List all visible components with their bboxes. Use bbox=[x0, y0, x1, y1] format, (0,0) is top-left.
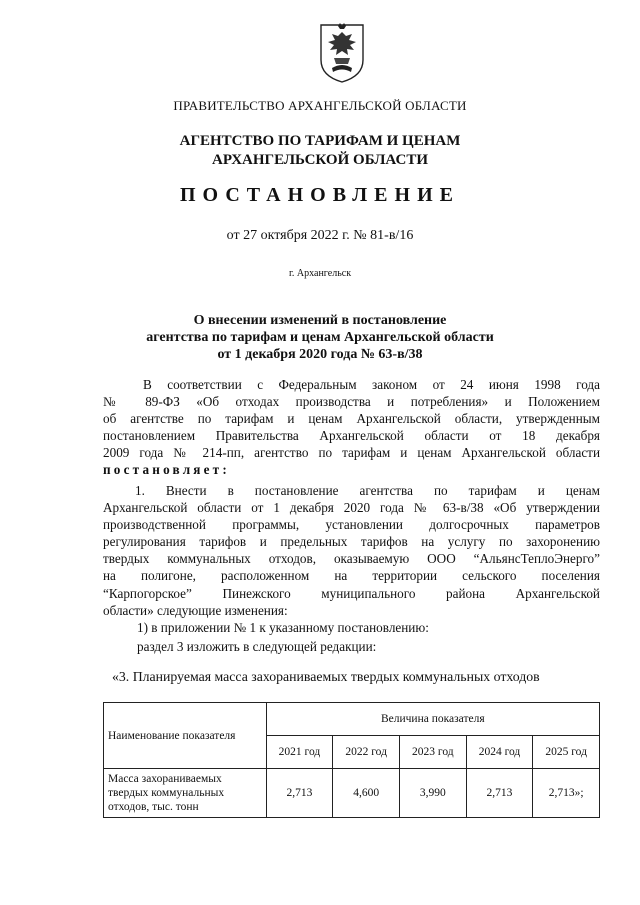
clause-line: Архангельской области от 1 декабря 2020 года № 63-в/38 «Об утверждении bbox=[103, 500, 600, 516]
agency-name-line-1: АГЕНТСТВО ПО ТАРИФАМ И ЦЕНАМ bbox=[179, 133, 461, 149]
header-indicator-name: Наименование показателя bbox=[104, 703, 267, 769]
row-value: 2,713 bbox=[266, 769, 333, 818]
preamble bbox=[103, 376, 600, 479]
sub-item-2: раздел 3 изложить в следующей редакции: bbox=[137, 639, 377, 654]
year-header: 2025 год bbox=[533, 736, 600, 769]
table-row bbox=[104, 769, 600, 818]
document-type: ПОСТАНОВЛЕНИЕ bbox=[180, 184, 460, 206]
clause-line: области» следующие изменения: bbox=[103, 602, 288, 618]
row-value: 2,713»; bbox=[533, 769, 600, 818]
coat-of-arms-icon bbox=[318, 22, 366, 84]
header-indicator-value: Величина показателя bbox=[266, 703, 599, 736]
agency-name bbox=[0, 132, 640, 170]
subject-line-1: О внесении изменений в постановление bbox=[193, 313, 447, 328]
city-name: г. Архангельск bbox=[288, 268, 352, 279]
clause-line: “Карпогорское” Пинежского муниципального района Архангельской bbox=[103, 585, 600, 601]
preamble-line: постановлением Правительства Архангельской области от 18 декабря bbox=[103, 428, 600, 444]
year-header: 2023 год bbox=[399, 736, 466, 769]
table-header-row bbox=[104, 703, 600, 736]
year-header: 2024 год bbox=[466, 736, 533, 769]
government-name: ПРАВИТЕЛЬСТВО АРХАНГЕЛЬСКОЙ ОБЛАСТИ bbox=[173, 98, 467, 113]
clause-line: производственной программы, установлении долгосрочных параметров bbox=[103, 517, 600, 533]
preamble-line: В соответствии с Федеральным законом от 24 июня 1998 года bbox=[143, 377, 600, 392]
resolves-word: постановляет: bbox=[103, 462, 230, 478]
row-indicator-name: Масса захораниваемых твердых коммунальных отходов, тыс. тонн bbox=[104, 769, 267, 818]
section-3-title: «3. Планируемая масса захораниваемых твердых коммунальных отходов bbox=[112, 669, 540, 684]
clause-line: регулирования тарифов и предельных тарифов на услугу по захоронению bbox=[103, 534, 600, 550]
preamble-line: 2009 года № 214-пп, агентство по тарифам и ценам Архангельской области bbox=[103, 445, 600, 461]
date-and-number: от 27 октября 2022 г. № 81-в/16 bbox=[226, 228, 414, 243]
clause-line: на полигоне, расположенном на территории сельского поселения bbox=[103, 568, 600, 584]
clause-1 bbox=[103, 482, 600, 619]
row-value: 2,713 bbox=[466, 769, 533, 818]
row-value: 4,600 bbox=[333, 769, 400, 818]
sub-item-1: 1) в приложении № 1 к указанному постановлению: bbox=[137, 620, 429, 635]
document-subject bbox=[0, 312, 640, 363]
year-header: 2021 год bbox=[266, 736, 333, 769]
year-header: 2022 год bbox=[333, 736, 400, 769]
subject-line-2: агентства по тарифам и ценам Архангельской области bbox=[146, 330, 494, 345]
preamble-line: об агентстве по тарифам и ценам Архангельской области, утвержденным bbox=[103, 411, 600, 427]
clause-line: 1. Внести в постановление агентства по тарифам и ценам bbox=[135, 483, 600, 498]
waste-mass-table bbox=[103, 702, 600, 818]
subject-line-3: от 1 декабря 2020 года № 63-в/38 bbox=[217, 347, 423, 362]
agency-name-line-2: АРХАНГЕЛЬСКОЙ ОБЛАСТИ bbox=[212, 152, 428, 168]
row-value: 3,990 bbox=[399, 769, 466, 818]
preamble-line: № 89-ФЗ «Об отходах производства и потребления» и Положением bbox=[103, 394, 600, 410]
clause-line: твердых коммунальных отходов, оказываемую ООО “АльянсТеплоЭнерго” bbox=[103, 551, 600, 567]
